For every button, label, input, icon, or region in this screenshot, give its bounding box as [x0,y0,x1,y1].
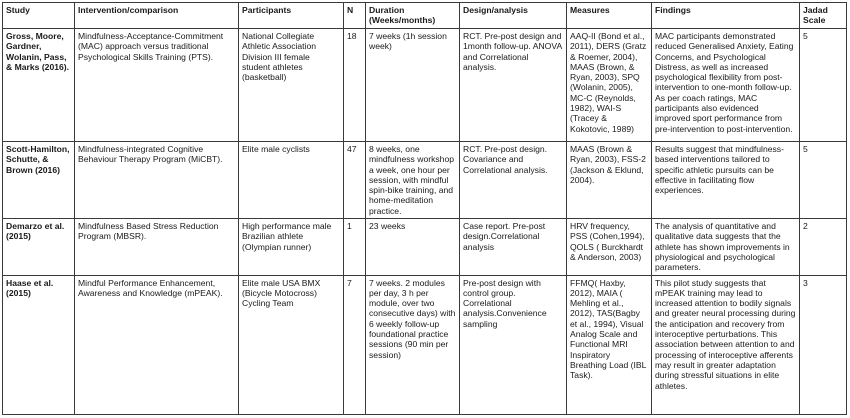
cell-jadad: 3 [800,275,847,414]
cell-findings: Results suggest that mindfulness-based interventions tailored to specific athletic pursuits can be effective in facilitating flow experiences. [652,142,800,219]
header-jadad: Jadad Scale [800,3,847,29]
cell-duration: 7 weeks. 2 modules per day, 3 h per module, over two consecutive days) with 6 weekly follow-up foundational practice sessions (90 min per session) [366,275,460,414]
cell-participants: Elite male cyclists [239,142,344,219]
cell-measures: MAAS (Brown & Ryan, 2003), FSS-2 (Jackson & Eklund, 2004). [567,142,652,219]
cell-findings: MAC participants demonstrated reduced Generalised Anxiety, Eating Concerns, and Psychological Distress, as well as increased psychological flexibility from post-intervention to one-month follow-up. As per coach ratings, MAC participants also evidenced improved sport performance from pre-intervention to post-intervention. [652,29,800,142]
header-findings: Findings [652,3,800,29]
cell-study: Haase et al. (2015) [3,275,75,414]
cell-jadad: 2 [800,219,847,275]
cell-duration: 23 weeks [366,219,460,275]
cell-intervention: Mindfulness Based Stress Reduction Program (MBSR). [75,219,239,275]
cell-intervention: Mindfulness-integrated Cognitive Behaviour Therapy Program (MiCBT). [75,142,239,219]
cell-participants: National Collegiate Athletic Association Division III female student athletes (basketball) [239,29,344,142]
cell-duration: 7 weeks (1h session week) [366,29,460,142]
cell-intervention: Mindful Performance Enhancement, Awareness and Knowledge (mPEAK). [75,275,239,414]
cell-measures: FFMQ( Haxby, 2012), MAIA ( Mehling et al., 2012), TAS(Bagby et al., 1994), Visual Analog Scale and Functional MRI Inspiratory Breathing Load (IBL Task). [567,275,652,414]
cell-study: Gross, Moore, Gardner, Wolanin, Pass, & Marks (2016). [3,29,75,142]
cell-design: Case report. Pre-post design.Correlational analysis [460,219,567,275]
cell-n: 7 [344,275,366,414]
cell-measures: AAQ-II (Bond et al., 2011), DERS (Gratz & Roemer, 2004), MAAS (Brown, & Ryan, 2003), SPQ (Wolanin, 2005), MC-C (Reynolds, 1982), WAI-S (Tracey & Kokotovic, 1989) [567,29,652,142]
cell-findings: The analysis of quantitative and qualitative data suggests that the athlete has shown improvements in physiological and psychological parameters. [652,219,800,275]
cell-jadad: 5 [800,29,847,142]
table-row [3,29,847,142]
cell-measures: HRV frequency, PSS (Cohen,1994), QOLS ( Burckhardt & Anderson, 2003) [567,219,652,275]
header-participants: Participants [239,3,344,29]
header-intervention: Intervention/comparison [75,3,239,29]
cell-n: 47 [344,142,366,219]
cell-study: Demarzo et al. (2015) [3,219,75,275]
cell-design: RCT. Pre-post design. Covariance and Correlational analysis. [460,142,567,219]
cell-study: Scott-Hamilton, Schutte, & Brown (2016) [3,142,75,219]
table-row [3,142,847,219]
header-measures: Measures [567,3,652,29]
header-study: Study [3,3,75,29]
cell-n: 1 [344,219,366,275]
studies-table [2,2,847,415]
cell-findings: This pilot study suggests that mPEAK training may lead to increased attention to bodily signals and greater neural processing during the anticipation and recovery from interoceptive perturbations. This association between attention to and processing of interoceptive afferents may result in greater adaptation during stressful situations in elite athletes. [652,275,800,414]
cell-participants: Elite male USA BMX (Bicycle Motocross) Cycling Team [239,275,344,414]
cell-n: 18 [344,29,366,142]
cell-design: RCT. Pre-post design and 1month follow-up. ANOVA and Correlational analysis. [460,29,567,142]
cell-jadad: 5 [800,142,847,219]
header-n: N [344,3,366,29]
table-header-row [3,3,847,29]
table-row [3,219,847,275]
cell-design: Pre-post design with control group. Correlational analysis.Convenience sampling [460,275,567,414]
cell-intervention: Mindfulness-Acceptance-Commitment (MAC) approach versus traditional Psychological Skills Training (PTS). [75,29,239,142]
header-duration: Duration (Weeks/months) [366,3,460,29]
table-row [3,275,847,414]
header-design: Design/analysis [460,3,567,29]
cell-participants: High performance male Brazilian athlete (Olympian runner) [239,219,344,275]
cell-duration: 8 weeks, one mindfulness workshop a week, one hour per session, with mindful spin-bike training, and home-meditation practice. [366,142,460,219]
